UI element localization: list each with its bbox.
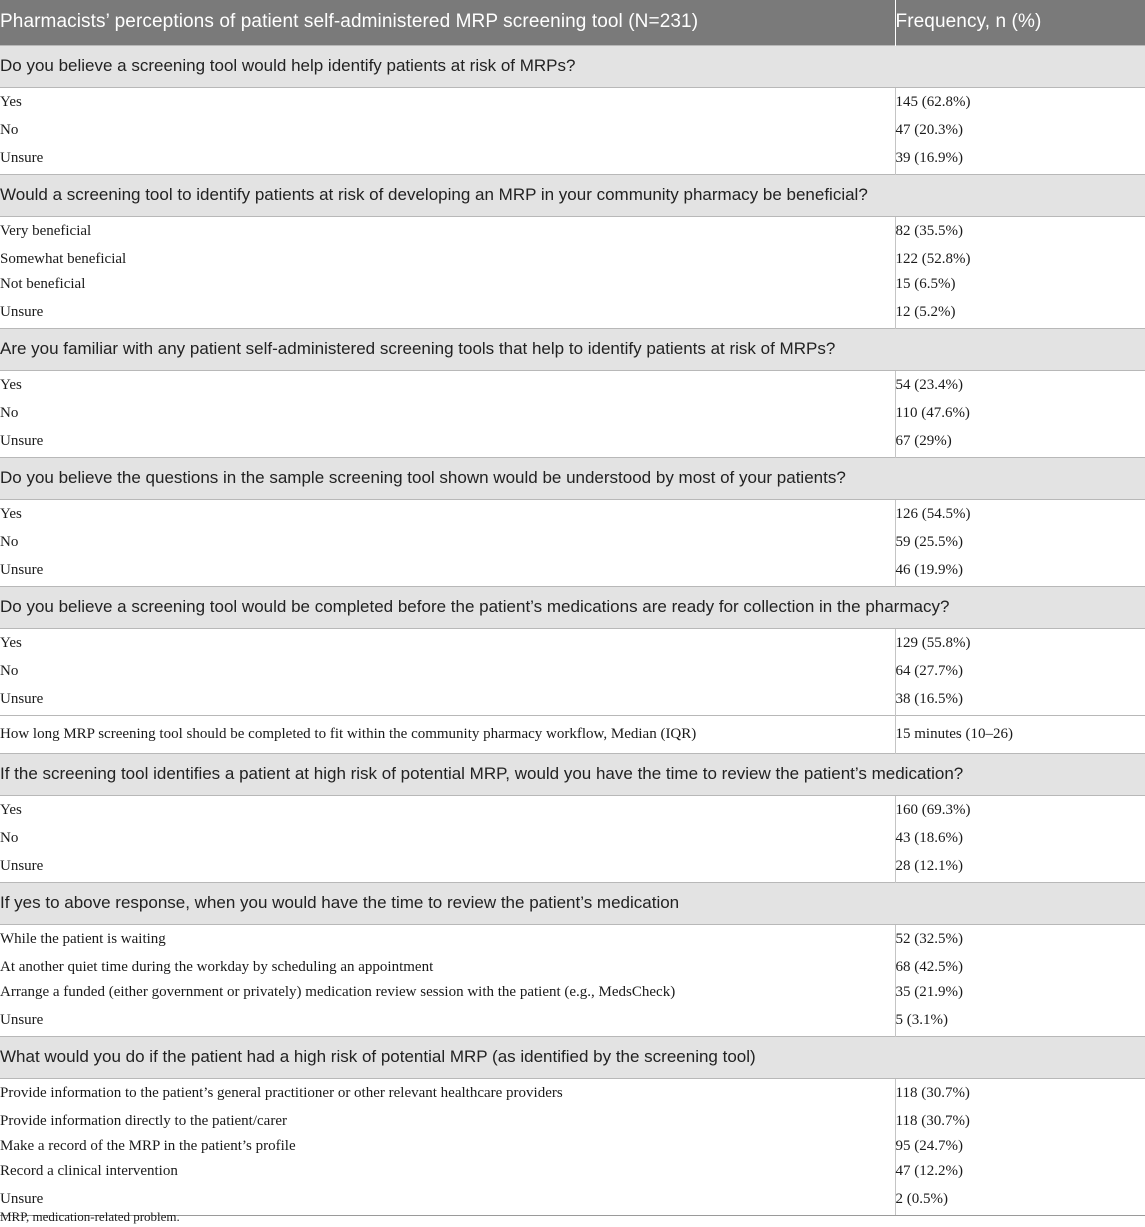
response-frequency: 126 (54.5%) (895, 499, 1145, 530)
table-row (0, 401, 1145, 426)
response-frequency: 54 (23.4%) (895, 370, 1145, 401)
response-frequency: 43 (18.6%) (895, 826, 1145, 851)
response-frequency: 67 (29%) (895, 426, 1145, 457)
table-body (0, 45, 1145, 1215)
response-frequency: 59 (25.5%) (895, 530, 1145, 555)
table-row (0, 370, 1145, 401)
table-row (0, 826, 1145, 851)
response-frequency: 68 (42.5%) (895, 955, 1145, 980)
response-frequency: 12 (5.2%) (895, 297, 1145, 328)
question-row (0, 174, 1145, 216)
question-row (0, 586, 1145, 628)
response-label: Yes (0, 377, 22, 394)
response-label: Unsure (0, 857, 44, 874)
table-row (0, 1005, 1145, 1036)
question-row (0, 1036, 1145, 1078)
question-text: Do you believe a screening tool would be completed before the patient’s medications are ready for collection in the pharmacy? (0, 586, 1145, 628)
table-row (0, 1134, 1145, 1159)
table-header-row (0, 0, 1145, 45)
question-text: Would a screening tool to identify patients at risk of developing an MRP in your community pharmacy be beneficial? (0, 174, 1145, 216)
header-perceptions: Pharmacists’ perceptions of patient self-administered MRP screening tool (N=231) (0, 0, 895, 45)
question-row (0, 328, 1145, 370)
response-frequency: 47 (12.2%) (895, 1159, 1145, 1184)
response-frequency: 160 (69.3%) (895, 795, 1145, 826)
table-row (0, 272, 1145, 297)
question-row (0, 457, 1145, 499)
median-value: 15 minutes (10–26) (895, 715, 1145, 753)
response-frequency: 129 (55.8%) (895, 628, 1145, 659)
question-row (0, 45, 1145, 87)
table-row (0, 980, 1145, 1005)
response-frequency: 35 (21.9%) (895, 980, 1145, 1005)
question-row (0, 882, 1145, 924)
question-text: Do you believe the questions in the sample screening tool shown would be understood by most of your patients? (0, 457, 1145, 499)
table-row (0, 955, 1145, 980)
response-label: Provide information directly to the patient/carer (0, 1113, 287, 1129)
response-label: Provide information to the patient’s general practitioner or other relevant healthcare providers (0, 1085, 563, 1102)
question-text: If yes to above response, when you would have the time to review the patient’s medication (0, 882, 1145, 924)
response-label: Unsure (0, 303, 44, 320)
response-label: Unsure (0, 149, 44, 166)
table-row (0, 851, 1145, 882)
response-frequency: 39 (16.9%) (895, 143, 1145, 174)
response-frequency: 118 (30.7%) (895, 1109, 1145, 1134)
table-row (0, 1159, 1145, 1184)
response-label: While the patient is waiting (0, 931, 166, 948)
table-footnote: MRP, medication-related problem. (0, 1209, 180, 1224)
response-label: Unsure (0, 1011, 44, 1028)
table-row (0, 555, 1145, 586)
response-label: Not beneficial (0, 276, 86, 292)
response-label: Yes (0, 94, 22, 111)
response-frequency: 122 (52.8%) (895, 247, 1145, 272)
table-row (0, 499, 1145, 530)
table-row (0, 795, 1145, 826)
table-row (0, 1109, 1145, 1134)
response-label: Unsure (0, 690, 44, 707)
question-row (0, 753, 1145, 795)
question-text: What would you do if the patient had a high risk of potential MRP (as identified by the screening tool) (0, 1036, 1145, 1078)
table-row (0, 143, 1145, 174)
table-row (0, 1078, 1145, 1109)
response-label: Unsure (0, 1184, 895, 1215)
header-frequency: Frequency, n (%) (895, 0, 1145, 45)
response-label: Very beneficial (0, 223, 92, 240)
response-frequency: 2 (0.5%) (895, 1184, 1145, 1215)
response-frequency: 46 (19.9%) (895, 555, 1145, 586)
response-label: Yes (0, 506, 22, 523)
response-label: No (0, 663, 19, 679)
response-frequency: 28 (12.1%) (895, 851, 1145, 882)
response-label: Make a record of the MRP in the patient’s profile (0, 1138, 296, 1154)
response-label: Somewhat beneficial (0, 251, 127, 267)
table-row (0, 297, 1145, 328)
table-row (0, 924, 1145, 955)
response-frequency: 110 (47.6%) (895, 401, 1145, 426)
question-text: If the screening tool identifies a patient at high risk of potential MRP, would you have the time to review the patient’s medication? (0, 753, 1145, 795)
response-frequency: 118 (30.7%) (895, 1078, 1145, 1109)
question-text: Are you familiar with any patient self-administered screening tools that help to identify patients at risk of MRPs? (0, 328, 1145, 370)
table-row (0, 426, 1145, 457)
table-row (0, 118, 1145, 143)
response-label: No (0, 122, 19, 138)
median-row (0, 715, 1145, 753)
response-label: Arrange a funded (either government or privately) medication review session with the patient (e.g., MedsCheck) (0, 984, 676, 1000)
response-label: No (0, 405, 19, 421)
response-label: Yes (0, 802, 22, 819)
table-row (0, 216, 1145, 247)
table-row (0, 628, 1145, 659)
response-frequency: 82 (35.5%) (895, 216, 1145, 247)
response-label: Yes (0, 635, 22, 652)
table-row (0, 530, 1145, 555)
response-frequency: 95 (24.7%) (895, 1134, 1145, 1159)
median-label: How long MRP screening tool should be completed to fit within the community pharmacy workflow, Median (IQR) (0, 715, 895, 753)
response-frequency: 52 (32.5%) (895, 924, 1145, 955)
response-label: Unsure (0, 561, 44, 578)
response-label: Record a clinical intervention (0, 1163, 178, 1179)
response-frequency: 5 (3.1%) (895, 1005, 1145, 1036)
table-row (0, 659, 1145, 684)
response-frequency: 15 (6.5%) (895, 272, 1145, 297)
response-label: No (0, 534, 19, 550)
response-label: No (0, 830, 19, 846)
response-label: Unsure (0, 432, 44, 449)
response-label: At another quiet time during the workday by scheduling an appointment (0, 959, 434, 975)
table-row (0, 247, 1145, 272)
response-frequency: 38 (16.5%) (895, 684, 1145, 715)
table-row (0, 684, 1145, 715)
response-frequency: 47 (20.3%) (895, 118, 1145, 143)
response-frequency: 145 (62.8%) (895, 87, 1145, 118)
question-text: Do you believe a screening tool would help identify patients at risk of MRPs? (0, 45, 1145, 87)
response-frequency: 64 (27.7%) (895, 659, 1145, 684)
table-row (0, 87, 1145, 118)
